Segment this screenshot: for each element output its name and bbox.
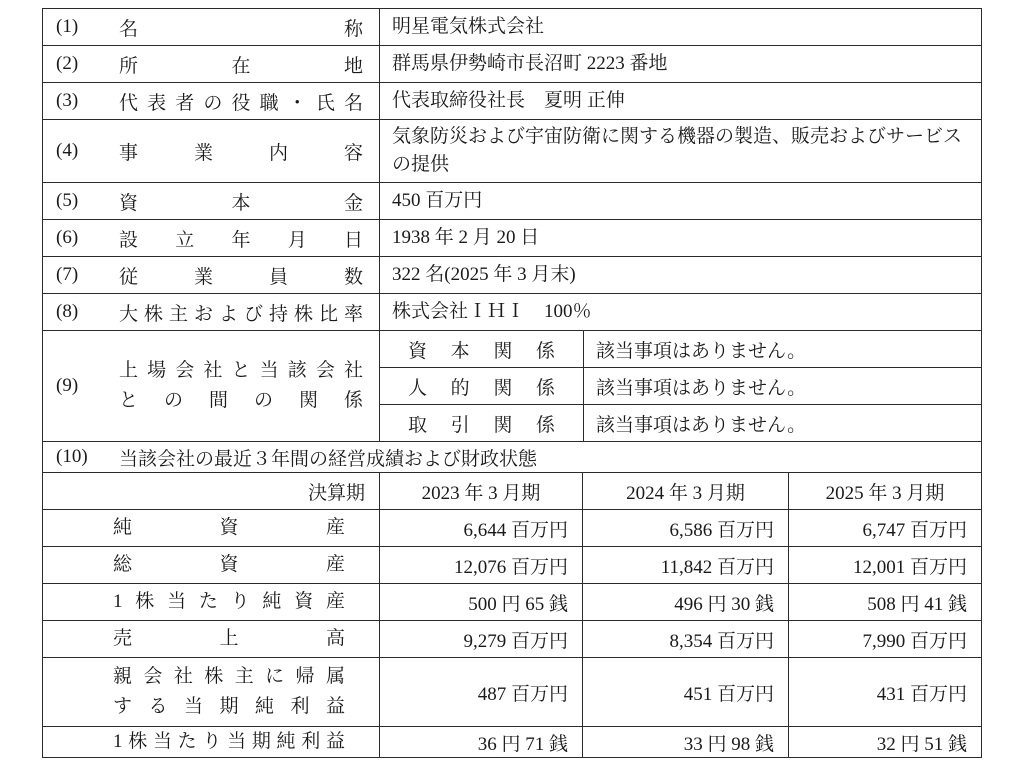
year-header-2025: 2025 年 3 月期 bbox=[788, 473, 981, 509]
info-row-shareholders bbox=[43, 293, 981, 330]
fin-item-label bbox=[113, 662, 345, 722]
fin-value: 12,001 百万円 bbox=[788, 547, 981, 583]
row-label-line: との間の関係 bbox=[119, 390, 363, 411]
row-number: (2) bbox=[56, 53, 79, 74]
fin-value: 9,279 百万円 bbox=[379, 621, 582, 657]
row-value: 1938 年 2 月 20 日 bbox=[379, 220, 981, 256]
row-number: (4) bbox=[56, 140, 79, 161]
fin-item-label-cell bbox=[43, 510, 379, 546]
row-number: (7) bbox=[56, 264, 79, 285]
closing-period-label: 決算期 bbox=[307, 482, 365, 504]
info-row-employees bbox=[43, 256, 981, 293]
row-value: 株式会社ＩＨＩ 100％ bbox=[379, 294, 981, 330]
fin-item-label bbox=[113, 624, 345, 654]
row-number: (8) bbox=[56, 301, 79, 322]
company-info-table bbox=[42, 8, 982, 442]
fin-value: 11,842 百万円 bbox=[582, 547, 788, 583]
fin-item-label bbox=[113, 727, 345, 757]
fin-item-label bbox=[113, 513, 345, 543]
row-value: 450 百万円 bbox=[379, 183, 981, 219]
relation-name: 資本関係 bbox=[408, 340, 555, 362]
fin-item-label-line: する当期純利益 bbox=[113, 696, 345, 717]
fin-item-label bbox=[113, 587, 345, 617]
relation-row-transactions bbox=[380, 404, 981, 441]
fin-value: 496 円 30 銭 bbox=[582, 584, 788, 620]
financial-header-row bbox=[43, 473, 981, 509]
fin-value: 8,354 百万円 bbox=[582, 621, 788, 657]
fin-item-label bbox=[113, 550, 345, 580]
year-header-2024: 2024 年 3 月期 bbox=[582, 473, 788, 509]
fin-item-label-cell bbox=[43, 658, 379, 726]
info-label-cell bbox=[43, 294, 379, 330]
row-label: 名称 bbox=[119, 18, 363, 40]
fin-value: 6,747 百万円 bbox=[788, 510, 981, 546]
row-label-line: 上場会社と当該会社 bbox=[119, 360, 363, 381]
fin-value: 6,644 百万円 bbox=[379, 510, 582, 546]
fin-item-label-cell bbox=[43, 621, 379, 657]
info-row-address bbox=[43, 45, 981, 82]
row-label: 所在地 bbox=[119, 55, 363, 77]
row-label: 大株主および持株比率 bbox=[119, 303, 363, 325]
fin-item-label-cell bbox=[43, 727, 379, 757]
disclosure-document bbox=[42, 8, 982, 758]
row-number: (10) bbox=[56, 446, 88, 467]
fin-item-label-line: 1株当たり当期純利益 bbox=[113, 731, 345, 752]
fin-row-net-income-parent bbox=[43, 657, 981, 726]
relation-row-personnel bbox=[380, 367, 981, 404]
relation-name: 取引関係 bbox=[408, 414, 555, 436]
fin-item-label-line: 親会社株主に帰属 bbox=[113, 666, 345, 687]
info-label-cell bbox=[43, 183, 379, 219]
financial-table bbox=[42, 473, 982, 758]
relation-name-cell bbox=[380, 405, 583, 441]
fin-row-net-assets-per-share bbox=[43, 583, 981, 620]
relation-value: 該当事項はありません。 bbox=[583, 368, 981, 404]
fin-value: 6,586 百万円 bbox=[582, 510, 788, 546]
info-row-capital bbox=[43, 182, 981, 219]
row-value: 322 名(2025 年 3 月末) bbox=[379, 257, 981, 293]
fin-value: 500 円 65 銭 bbox=[379, 584, 582, 620]
fin-value: 451 百万円 bbox=[582, 658, 788, 726]
section10-title: 当該会社の最近３年間の経営成績および財政状態 bbox=[119, 448, 538, 470]
relation-name-cell bbox=[380, 368, 583, 404]
relation-name-cell bbox=[380, 331, 583, 367]
relationship-subtable bbox=[379, 331, 981, 441]
fin-item-label-line: 1株当たり純資産 bbox=[113, 591, 345, 612]
row-label: 代表者の役職・氏名 bbox=[119, 92, 363, 114]
section10-strip bbox=[42, 442, 982, 473]
fin-item-label-line: 売上高 bbox=[113, 628, 345, 649]
info-label-cell bbox=[43, 83, 379, 119]
fin-value: 32 円 51 銭 bbox=[788, 727, 981, 757]
row-value: 明星電気株式会社 bbox=[379, 9, 981, 45]
row-label bbox=[119, 356, 363, 416]
row-label: 資本金 bbox=[119, 192, 363, 214]
row-value: 気象防災および宇宙防衛に関する機器の製造、販売およびサービスの提供 bbox=[379, 120, 981, 182]
info-label-cell bbox=[43, 46, 379, 82]
row-number: (3) bbox=[56, 90, 79, 111]
fin-value: 7,990 百万円 bbox=[788, 621, 981, 657]
info-label-cell bbox=[43, 120, 379, 182]
row-number: (1) bbox=[56, 16, 79, 37]
fin-value: 487 百万円 bbox=[379, 658, 582, 726]
fin-item-label-line: 総資産 bbox=[113, 554, 345, 575]
info-label-cell bbox=[43, 220, 379, 256]
fin-value: 508 円 41 銭 bbox=[788, 584, 981, 620]
fin-value: 12,076 百万円 bbox=[379, 547, 582, 583]
fin-value: 33 円 98 銭 bbox=[582, 727, 788, 757]
info-label-cell bbox=[43, 9, 379, 45]
row-label: 設立年月日 bbox=[119, 229, 363, 251]
fin-value: 431 百万円 bbox=[788, 658, 981, 726]
row-value: 群馬県伊勢崎市長沼町 2223 番地 bbox=[379, 46, 981, 82]
fin-value: 36 円 71 銭 bbox=[379, 727, 582, 757]
relation-name: 人的関係 bbox=[408, 377, 555, 399]
info-row-relationship bbox=[43, 330, 981, 441]
relation-value: 該当事項はありません。 bbox=[583, 405, 981, 441]
info-label-cell bbox=[43, 257, 379, 293]
row-number: (5) bbox=[56, 190, 79, 211]
year-header-2023: 2023 年 3 月期 bbox=[379, 473, 582, 509]
fin-item-label-line: 純資産 bbox=[113, 517, 345, 538]
info-label-cell bbox=[43, 331, 379, 441]
row-number: (9) bbox=[56, 375, 79, 396]
row-value: 代表取締役社長 夏明 正伸 bbox=[379, 83, 981, 119]
section10-title-cell bbox=[43, 442, 981, 472]
info-row-name bbox=[43, 9, 981, 45]
relation-row-capital bbox=[380, 331, 981, 367]
info-row-representative bbox=[43, 82, 981, 119]
fin-row-sales bbox=[43, 620, 981, 657]
info-row-founded bbox=[43, 219, 981, 256]
fin-row-net-assets bbox=[43, 509, 981, 546]
fin-row-total-assets bbox=[43, 546, 981, 583]
row-label: 従業員数 bbox=[119, 266, 363, 288]
row-number: (6) bbox=[56, 227, 79, 248]
row-label: 事業内容 bbox=[119, 142, 363, 164]
fin-item-label-cell bbox=[43, 547, 379, 583]
fin-row-net-income-per-share bbox=[43, 726, 981, 757]
relation-value: 該当事項はありません。 bbox=[583, 331, 981, 367]
info-row-business bbox=[43, 119, 981, 182]
fin-item-label-cell bbox=[43, 584, 379, 620]
